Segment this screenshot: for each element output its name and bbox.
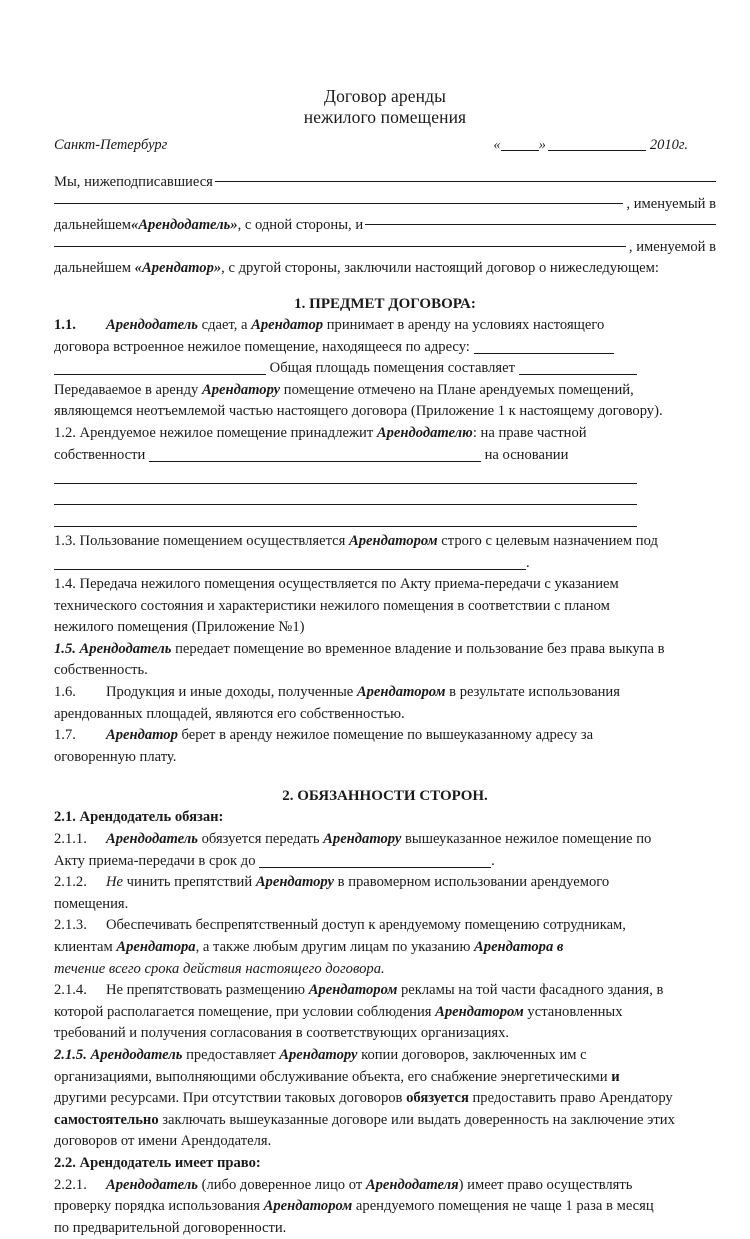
clause-2-1-4-b: рекламы на той части фасадного здания, в (397, 982, 664, 999)
title-line-2: нежилого помещения (303, 107, 467, 127)
clause-2-2-1-number: 2.2.1. (54, 1176, 87, 1193)
section-1-heading: 1. ПРЕДМЕТ ДОГОВОРА: (294, 295, 476, 312)
clause-2-1-5-line5: договоров от имени Арендодателя. (54, 1133, 272, 1150)
clause-1-3 (54, 531, 716, 553)
subsection-2-2-heading: 2.2. Арендодатель имеет право: (54, 1154, 261, 1171)
clause-2-1-1-line1 (54, 829, 716, 851)
preamble-l3-b: , с одной стороны, и (237, 217, 364, 234)
preamble-tail-1: , именуемый в (626, 195, 716, 212)
clause-2-1-5-d: другими ресурсами. При отсутствии таковых договоров (54, 1090, 407, 1107)
lessee-term: Арендатором (435, 1003, 524, 1020)
preamble-line-2 (54, 194, 716, 216)
clause-2-1-3-line1 (54, 915, 716, 937)
clause-1-3-dot: . (526, 554, 530, 571)
lessee-term: Арендатором (263, 1198, 353, 1215)
clause-2-1-4-c: которой располагается помещение, при условии соблюдения (54, 1003, 436, 1020)
clause-1-7-number: 1.7. (54, 727, 76, 744)
lessor-term: Арендодатель (106, 316, 198, 333)
preamble-line-1 (54, 172, 716, 194)
clause-1-6-b: в результате использования (445, 684, 620, 701)
party-lessee-term: «Арендатор» (134, 260, 222, 277)
lessor-term: Арендодатель (106, 831, 198, 848)
note-b: помещение отмечено на Плане арендуемых помещений, (280, 381, 634, 398)
lessee-term: Арендатор (251, 316, 324, 333)
lessee-term: Арендатором (356, 684, 446, 701)
clause-2-1-5-line1 (54, 1045, 716, 1067)
purpose-blank[interactable] (54, 569, 526, 570)
date-year: 2010г. (649, 137, 688, 153)
clause-2-1-2-number: 2.1.2. (54, 874, 87, 891)
section-2-heading: 2. ОБЯЗАННОСТИ СТОРОН. (282, 788, 488, 805)
clause-1-3-b: строго с целевым назначением под (437, 532, 658, 549)
clause-2-1-5-f: заключать вышеуказанные договоре или выдать доверенность на заключение этих (158, 1111, 675, 1128)
lessee-term: Арендатору (201, 381, 281, 398)
clause-2-1-5-obliges: обязуется (406, 1090, 469, 1107)
lessee-term: Арендатору (323, 831, 402, 848)
clause-2-1-5-line2 (54, 1067, 716, 1089)
clause-2-1-2-ne: Не (106, 874, 124, 891)
clause-1-5-lessor: 1.5. Арендодатель (54, 640, 172, 657)
clause-2-2-1-line1 (54, 1175, 716, 1197)
lessee-term: Арендатора (116, 939, 196, 955)
clause-1-1-b: принимает в аренду на условиях настоящего (323, 316, 605, 333)
party-lessor-term: «Арендодатель» (131, 217, 238, 234)
clause-1-7-line1 (54, 725, 716, 747)
clause-2-1-1-c: Акту приема-передачи в срок до (54, 852, 256, 869)
clause-1-2-line2 (54, 445, 716, 467)
clause-1-5-a: передает помещение во временное владение и пользование без права выкупа в (171, 640, 665, 657)
clause-2-1-2-b: в правомерном использовании арендуемого (334, 874, 610, 891)
clause-1-1-line2 (54, 337, 716, 359)
clause-1-1-a: сдает, а (197, 316, 252, 333)
preamble-line-5 (54, 258, 716, 280)
clause-2-1-4-line1 (54, 980, 716, 1002)
clause-2-1-3-c: , а также любым другим лицам по указанию (195, 939, 475, 955)
preamble-blank-4[interactable] (54, 246, 626, 247)
clause-1-5-line2: собственность. (54, 662, 148, 679)
clause-1-6-line2: арендованных площадей, являются его собственностью. (54, 705, 405, 722)
title-line-1: Договор аренды (324, 86, 446, 106)
clause-2-1-1-number: 2.1.1. (54, 831, 87, 848)
clause-1-4-line1: 1.4. Передача нежилого помещения осуществляется по Акту приема-передачи с указанием (54, 576, 619, 593)
clause-2-1-3-line2 (54, 937, 716, 959)
lessor-term: Арендодателя (365, 1176, 459, 1193)
page-title (54, 86, 716, 128)
lessee-term: Арендатором (308, 982, 398, 999)
clause-2-1-1-b: вышеуказанное нежилое помещение по (401, 831, 652, 848)
preamble-line-4 (54, 237, 716, 259)
preamble-lead: Мы, нижеподписавшиеся (54, 174, 213, 190)
lessor-term: Арендодатель (106, 1176, 198, 1193)
clause-1-6-number: 1.6. (54, 684, 76, 701)
clause-2-1-3-number: 2.1.3. (54, 917, 87, 934)
clause-2-1-4-d: установленных (523, 1003, 623, 1020)
clause-1-2-b: : на праве частной (472, 424, 587, 441)
clause-1-1-number: 1.1. (54, 316, 76, 333)
clause-2-1-2-line1 (54, 872, 716, 894)
clause-1-2-c: собственности (54, 446, 146, 463)
clause-2-1-1-line2 (54, 851, 716, 873)
handover-deadline-blank[interactable] (259, 867, 491, 868)
clause-1-1-line3 (54, 358, 716, 380)
clause-2-1-4-a: Не препятствовать размещению (106, 982, 309, 999)
clause-1-1-note-line1 (54, 380, 716, 402)
clause-1-1-note-line2: являющемся неотъемлемой частью настоящего договора (Приложение 1 к настоящему договору). (54, 403, 663, 420)
clause-1-3-purpose-line (54, 553, 716, 575)
clause-2-1-3-a: Обеспечивать беспрепятственный доступ к арендуемому помещению сотрудникам, (106, 917, 626, 934)
date-day-blank[interactable] (501, 150, 539, 151)
clause-1-2-a: 1.2. Арендуемое нежилое помещение принадлежит (54, 424, 377, 441)
clause-2-2-1-d: арендуемого помещения не чаще 1 раза в месяц (352, 1198, 654, 1215)
clause-2-1-5-lessor: 2.1.5. Арендодатель (54, 1046, 183, 1063)
clause-2-1-5-b: копии договоров, заключенных им с (357, 1046, 587, 1063)
preamble-line-3 (54, 215, 716, 237)
clause-2-1-4-line3: требований и получения согласования в соответствующих организациях. (54, 1025, 510, 1042)
lessee-term: Арендатору (255, 874, 334, 891)
clause-1-2-blank-row-3[interactable] (54, 509, 716, 531)
clause-1-2-blank-row-2[interactable] (54, 488, 716, 510)
clause-2-1-1-dot: . (491, 852, 495, 869)
date-quote-close: » (538, 137, 546, 153)
clause-2-1-2-line2: помещения. (54, 895, 129, 912)
clause-1-1-area-label: Общая площадь помещения составляет (269, 360, 515, 377)
area-blank[interactable] (519, 374, 637, 375)
preamble-blank-2[interactable] (54, 203, 623, 204)
clause-2-1-5-independently: самостоятельно (54, 1111, 159, 1128)
preamble-l5-b: , с другой стороны, заключили настоящий договор о нижеследующем: (221, 260, 659, 277)
clause-2-2-1-b: ) имеет право осуществлять (458, 1176, 633, 1193)
clause-2-1-5-a: предоставляет (182, 1046, 280, 1063)
clause-1-2-blank-row-1[interactable] (54, 466, 716, 488)
preamble-blank-1[interactable] (215, 181, 716, 182)
place-of-signing: Санкт-Петербург (54, 137, 168, 153)
lessee-term: Арендатор (106, 727, 178, 744)
date-quote-open: « (493, 137, 501, 153)
clause-2-2-1-c: проверку порядка использования (54, 1198, 264, 1215)
preamble-blank-3[interactable] (365, 224, 716, 225)
clause-1-6-line1 (54, 682, 716, 704)
clause-2-1-3-line3: течение всего срока действия настоящего договора. (54, 960, 385, 977)
clause-2-1-5-c-bold: и (611, 1068, 620, 1085)
clause-1-2-line1 (54, 423, 716, 445)
clause-2-1-5-line4 (54, 1110, 716, 1132)
subsection-2-1-heading: 2.1. Арендодатель обязан: (54, 809, 224, 826)
clause-2-2-1-a: (либо доверенное лицо от (197, 1176, 366, 1193)
clause-2-1-4-number: 2.1.4. (54, 982, 87, 999)
note-a: Передаваемое в аренду (54, 381, 202, 398)
ownership-blank[interactable] (149, 461, 481, 462)
clause-2-2-1-line2 (54, 1196, 716, 1218)
lessee-term: Арендатору (279, 1046, 358, 1063)
clause-1-6-a: Продукция и иные доходы, полученные (106, 684, 357, 701)
clause-1-5-line1 (54, 639, 716, 661)
clause-2-1-5-line3 (54, 1088, 716, 1110)
clause-2-2-1-line3: по предварительной договоренности. (54, 1219, 287, 1236)
clause-2-1-1-a: обязуется передать (197, 831, 324, 848)
clause-1-7-a: берет в аренду нежилое помещение по вышеуказанному адресу за (177, 727, 594, 744)
clause-2-1-4-line2 (54, 1002, 716, 1024)
place-date-row (54, 137, 716, 154)
clause-1-7-line2: оговоренную плату. (54, 748, 177, 765)
clause-1-1-address-label: договора встроенное нежилое помещение, находящееся по адресу: (54, 338, 470, 355)
clause-1-1 (54, 315, 716, 337)
preamble-tail-2: , именуемой в (628, 238, 716, 255)
date-month-blank[interactable] (548, 150, 646, 151)
lessor-term: Арендодателю (376, 424, 473, 441)
clause-1-3-a: 1.3. Пользование помещением осуществляется (54, 532, 349, 549)
clause-1-2-d: на основании (484, 446, 569, 463)
clause-2-1-5-c: организациями, выполняющими обслуживание объекта, его снабжение энергетическими (54, 1068, 612, 1085)
clause-2-1-5-e: предоставить право Арендатору (468, 1090, 673, 1107)
clause-2-1-3-b: клиентам (54, 939, 117, 955)
clause-1-4-line2: технического состояния и характеристики нежилого помещения в соответствии с планом (54, 597, 610, 614)
address-blank-2[interactable] (54, 374, 266, 375)
clause-2-1-2-a: чинить препятствий (123, 874, 256, 891)
preamble-l3-a: дальнейшем (54, 217, 132, 234)
date-field (493, 137, 716, 154)
clause-1-4-line3: нежилого помещения (Приложение №1) (54, 619, 305, 636)
lessee-term: Арендатора в (474, 939, 564, 955)
preamble-l5-a: дальнейшем (54, 260, 135, 277)
lessee-term: Арендатором (349, 532, 438, 549)
address-blank-1[interactable] (474, 353, 614, 354)
